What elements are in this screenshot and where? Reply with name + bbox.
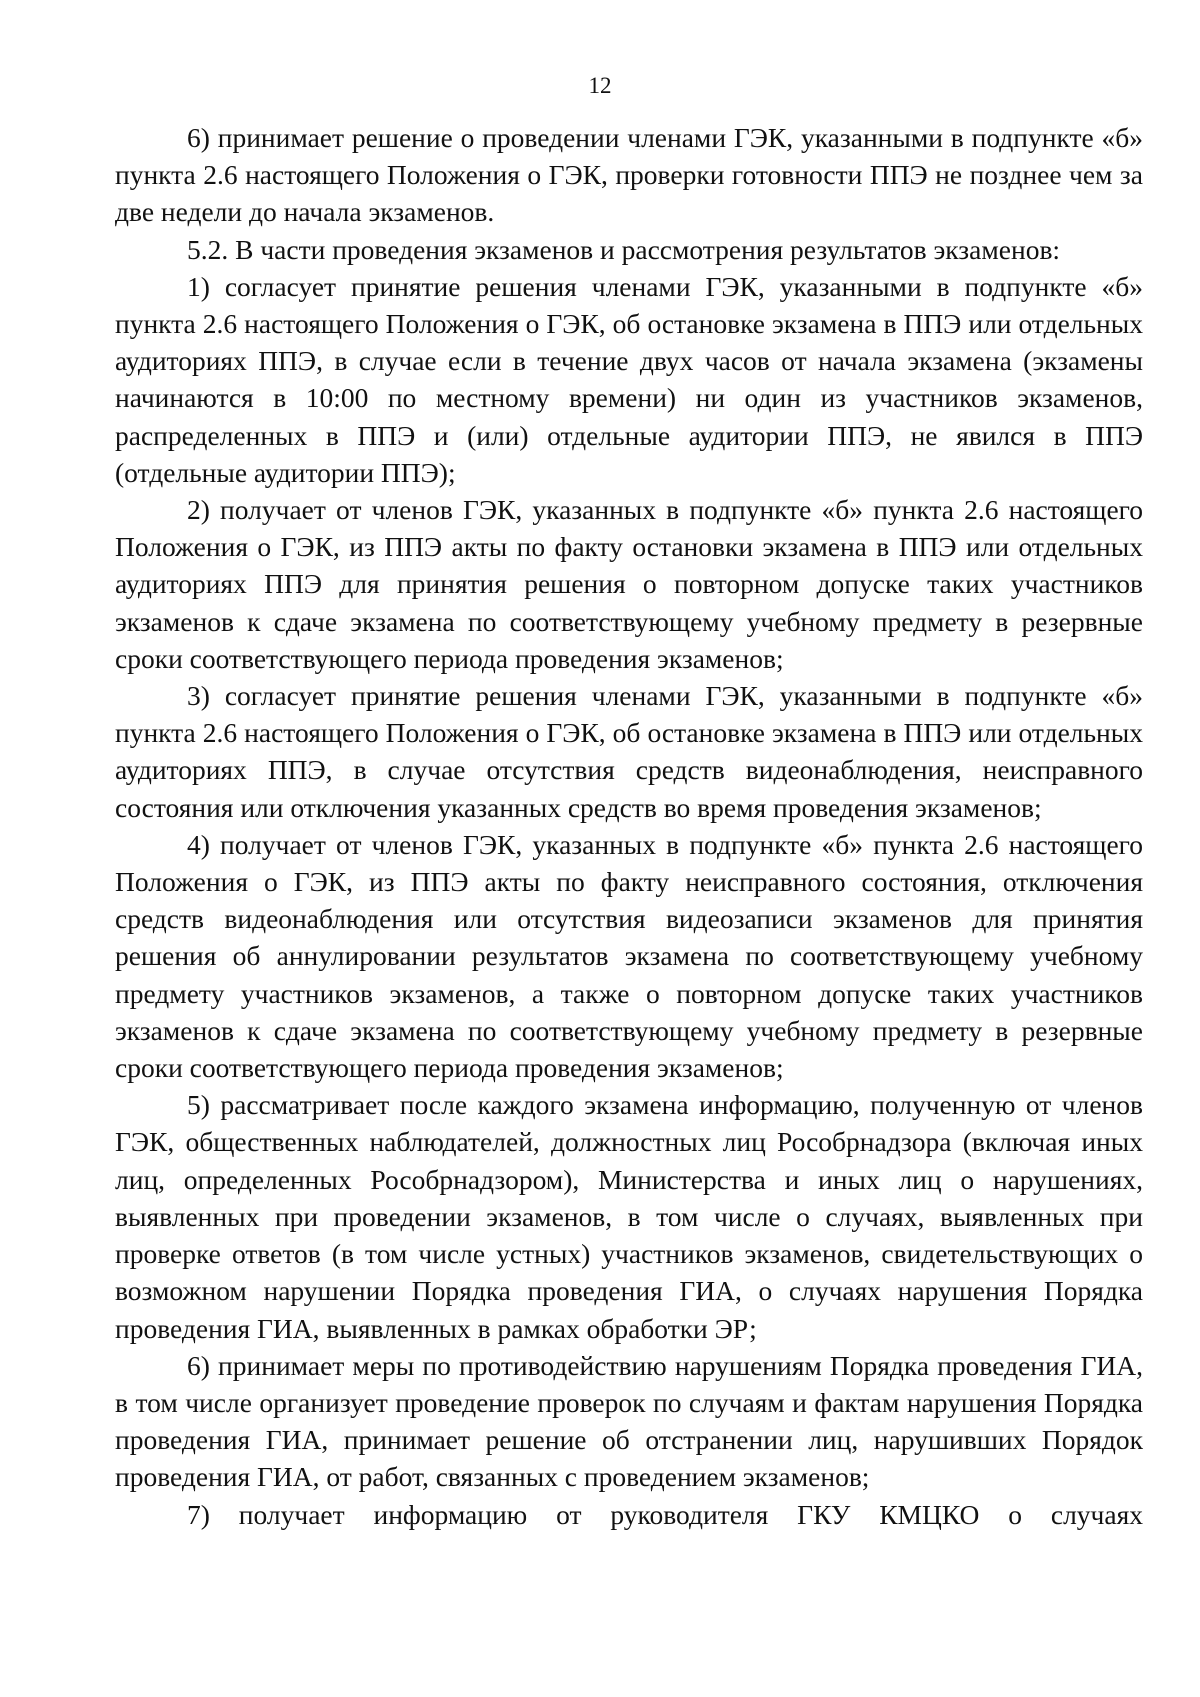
paragraph-7-information: 7) получает информацию от руководителя ГКУ КМЦКО о случаях <box>187 1498 1143 1530</box>
paragraph-1-exam-stop-no-show: 1) согласует принятие решения членами ГЭК, указанными в подпункте «б» пункта 2.6 настоящего Положения о ГЭК, об остановке экзамена в ППЭ или отдельных аудиториях ППЭ, в случае если в течение двух часов от начала экзамена (экзамены начинаются в 10:00 по местному времени) ни один из участников экзаменов, распределенных в ППЭ и (или) отдельные аудитории ППЭ, не явился в ППЭ (отдельные аудитории ППЭ); <box>115 270 1143 488</box>
page-number: 12 <box>588 73 612 98</box>
paragraph-2-stop-acts: 2) получает от членов ГЭК, указанных в подпункте «б» пункта 2.6 настоящего Положения о ГЭК, из ППЭ акты по факту остановки экзамена в ППЭ или отдельных аудиториях ППЭ для принятия решения о повторном допуске таких участников экзаменов к сдаче экзамена по соответствующему учебному предмету в резервные сроки соответствующего периода проведения экзаменов; <box>115 494 1143 674</box>
document-body <box>115 119 1143 1533</box>
paragraph-4-video-acts: 4) получает от членов ГЭК, указанных в подпункте «б» пункта 2.6 настоящего Положения о ГЭК, из ППЭ акты по факту неисправного состояния, отключения средств видеонаблюдения или отсутствия видеозаписи экзаменов для принятия решения об аннулировании результатов экзамена по соответствующему учебному предмету участников экзаменов, а также о повторном допуске таких участников экзаменов к сдаче экзамена по соответствующему учебному предмету в резервные сроки соответствующего периода проведения экзаменов; <box>115 828 1143 1084</box>
paragraph-6-countermeasures: 6) принимает меры по противодействию нарушениям Порядка проведения ГИА, в том числе организует проведение проверок по случаям и фактам нарушения Порядка проведения ГИА, принимает решение об отстранении лиц, нарушивших Порядок проведения ГИА, от работ, связанных с проведением экзаменов; <box>115 1349 1143 1493</box>
paragraph-5-violations-review: 5) рассматривает после каждого экзамена информацию, полученную от членов ГЭК, общественных наблюдателей, должностных лиц Рособрнадзора (включая иных лиц, определенных Рособрнадзором), Министерства и иных лиц о нарушениях, выявленных при проведении экзаменов, в том числе о случаях, выявленных при проверке ответов (в том числе устных) участников экзаменов, свидетельствующих о возможном нарушении Порядка проведения ГИА, о случаях нарушения Порядка проведения ГИА, выявленных в рамках обработки ЭР; <box>115 1089 1143 1344</box>
paragraph-6-readiness-check: 6) принимает решение о проведении членами ГЭК, указанными в подпункте «б» пункта 2.6 настоящего Положения о ГЭК, проверки готовности ППЭ не позднее чем за две недели до начала экзаменов. <box>115 122 1143 228</box>
section-5-2-heading: 5.2. В части проведения экзаменов и рассмотрения результатов экзаменов: <box>187 233 1061 265</box>
paragraph-3-exam-stop-video: 3) согласует принятие решения членами ГЭК, указанными в подпункте «б» пункта 2.6 настоящего Положения о ГЭК, об остановке экзамена в ППЭ или отдельных аудиториях ППЭ, в случае отсутствия средств видеонаблюдения, неисправного состояния или отключения указанных средств во время проведения экзаменов; <box>115 680 1143 823</box>
